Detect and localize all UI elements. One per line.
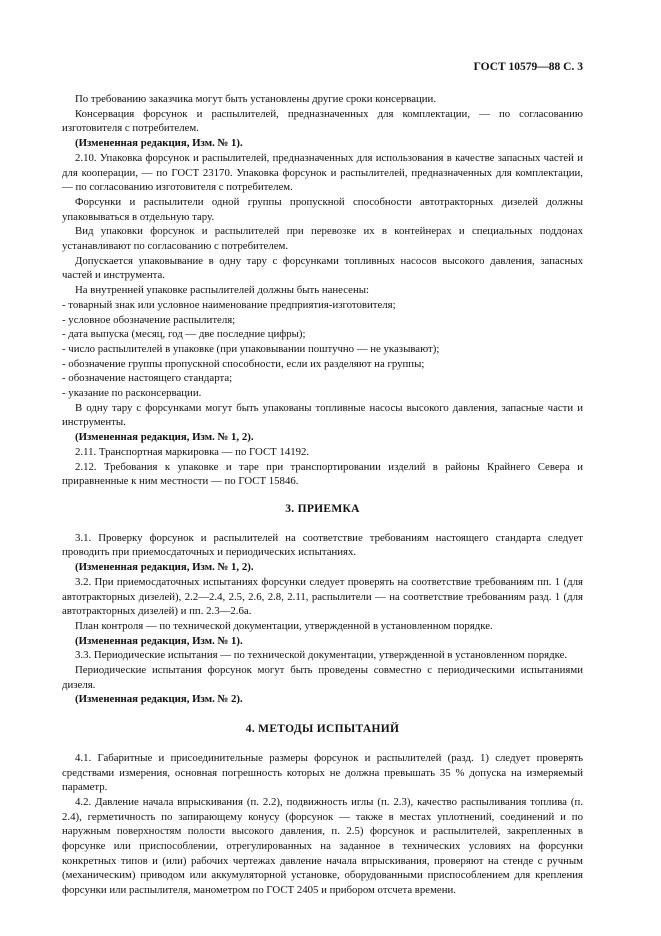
paragraph: Допускается упаковывание в одну тару с форсунками топливных насосов высокого давления, запасных частей и инструмента.: [62, 254, 583, 282]
paragraph: На внутренней упаковке распылителей должны быть нанесены:: [75, 284, 369, 297]
paragraph: Вид упаковки форсунок и распылителей при перевозке их в контейнерах и специальных поддонах устанавливают по согласованию с потребителем.: [62, 225, 583, 253]
paragraph: По требованию заказчика могут быть установлены другие сроки консервации.: [75, 93, 437, 105]
paragraph: Периодические испытания форсунок могут быть проведены совместно с периодическими испытаниями дизеля.: [62, 664, 583, 691]
amendment-note: (Измененная редакция, Изм. № 1, 2).: [75, 431, 254, 444]
list-item: - дата выпуска (месяц, год — две последние цифры);: [62, 328, 306, 341]
section-heading: 4. МЕТОДЫ ИСПЫТАНИЙ: [245, 723, 400, 736]
amendment-note: (Измененная редакция, Изм. № 1).: [75, 634, 243, 647]
list-item: - обозначение группы пропускной способности, если их разделяют на группы;: [62, 357, 425, 370]
list-item: - товарный знак или условное наименование предприятия-изготовителя;: [62, 298, 396, 311]
paragraph: 2.12. Требования к упаковке и таре при транспортировании изделий в районы Крайнего Севера и приравненные к ним местности — по ГОСТ 15846.: [62, 460, 583, 488]
list-item: - число распылителей в упаковке (при упаковывании поштучно — не указывают);: [62, 342, 440, 355]
paragraph: План контроля — по технической документации, утвержденной в установленном порядке.: [75, 619, 493, 632]
paragraph: 2.11. Транспортная маркировка — по ГОСТ 14192.: [75, 445, 310, 458]
amendment-note: (Измененная редакция, Изм. № 1).: [75, 137, 243, 150]
paragraph: Форсунки и распылители одной группы пропускной способности автотракторных дизелей должны упаковываться в отдельную тару.: [62, 195, 583, 223]
list-item: - обозначение настоящего стандарта;: [62, 372, 233, 385]
list-item: - указание по расконсервации.: [62, 387, 202, 400]
page-header: ГОСТ 10579—88 С. 3: [473, 61, 583, 73]
paragraph: 4.1. Габаритные и присоединительные размеры форсунок и распылителей (разд. 1) следует проверять средствами измерения, основная погрешность которых не должна превышать 35 % допуска на измеряемый параметр.: [62, 751, 583, 794]
amendment-note: (Измененная редакция, Изм. № 1, 2).: [75, 561, 254, 574]
paragraph: 3.1. Проверку форсунок и распылителей на соответствие требованиям настоящего стандарта следует проводить при приемосдаточных и периодических испытаниях.: [62, 531, 583, 559]
paragraph: Консервация форсунок и распылителей, предназначенных для комплектации, — по согласованию изготовителя с потребителем.: [62, 107, 583, 135]
paragraph: 3.2. При приемосдаточных испытаниях форсунки следует проверять на соответствие требованиям пп. 1 (для автотракторных дизелей), 2.2—2.4, 2.5, 2.6, 2.8, 2.11, распылители — на соответствие требованиям разд. 1 (для автотракторных дизелей) и пп. 2.3—2.6а.: [62, 575, 583, 618]
paragraph: 3.3. Периодические испытания — по технической документации, утвержденной в установленном порядке.: [75, 649, 568, 662]
amendment-note: (Измененная редакция, Изм. № 2).: [75, 693, 243, 706]
list-item: - условное обозначение распылителя;: [62, 313, 236, 326]
document-body: [62, 92, 583, 898]
paragraph: 2.10. Упаковка форсунок и распылителей, предназначенных для использования в качестве запасных частей и для кооперации, — по ГОСТ 23170. Упаковка форсунок и распылителей, предназначенных для комплектации, — по согласованию изготовителя с потребителем.: [62, 151, 583, 194]
paragraph: В одну тару с форсунками могут быть упакованы топливные насосы высокого давления, запасные части и инструменты.: [62, 401, 583, 429]
section-heading: 3. ПРИЕМКА: [285, 502, 360, 515]
paragraph: 4.2. Давление начала впрыскивания (п. 2.2), подвижность иглы (п. 2.3), качество распыливания топлива (п. 2.4), герметичность по запирающему конусу (форсунок — также в местах уплотнений, соединений и по наружным поверхностям полости высокого давления, п. 2.5) форсунок и распылителей, закрепленных в форсунке или приспособлении, отрегулированных на заданное в технических условиях на форсунки конкретных типов и (или) рабочих чертежах давление начала впрыскивания, проверяют на стенде с ручным (механическим) приводом или аккумуляторной установке, оборудованными приспособлением для крепления форсунки или распылителя, манометром по ГОСТ 2405 и прибором отсчета времени.: [62, 795, 583, 897]
